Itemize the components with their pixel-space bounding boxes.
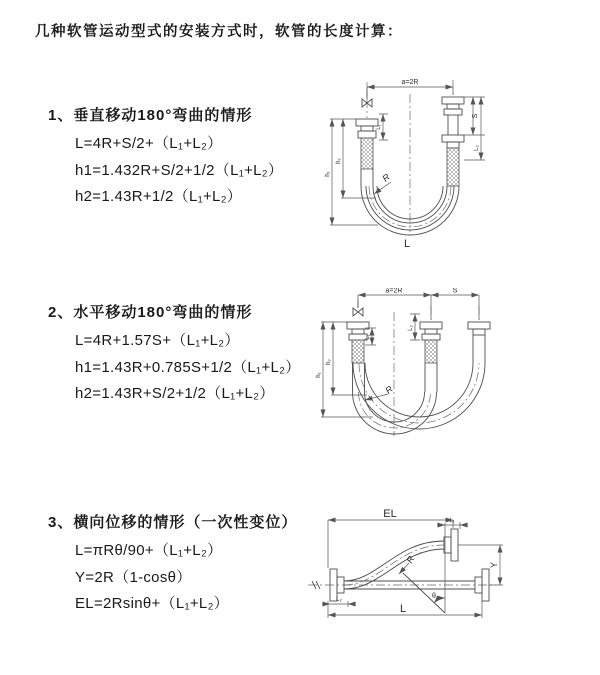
hose-body [353, 335, 486, 434]
section-2-heading: 2、水平移动180°弯曲的情形 [48, 304, 253, 321]
dimension-h1-h2 [325, 119, 378, 225]
diagram-vertical-180-bend [318, 74, 503, 254]
middle-hose-fitting [420, 322, 442, 363]
right-hose-fitting [442, 97, 464, 186]
formula-length: L=4R+S/2+（L₁+L₂） [75, 135, 223, 152]
page-title: 几种软管运动型式的安装方式时，软管的长度计算： [35, 24, 403, 40]
dimension-l1 [365, 328, 376, 345]
formula-h1: h1=1.43R+0.785S+1/2（L₁+L₂） [75, 358, 301, 376]
dimension-l2 [322, 597, 356, 607]
section-3-heading: 3、横向位移的情形（一次性变位） [48, 514, 298, 531]
formula-length: L=πRθ/90+（L₁+L₂） [75, 542, 223, 559]
dimension-l1 [437, 518, 468, 613]
hose-displaced-position [344, 529, 458, 589]
formula-h1: h1=1.432R+S/2+1/2（L₁+L₂） [75, 161, 284, 179]
formula-h2: h2=1.43R+1/2（L₁+L₂） [75, 188, 243, 205]
label-l1: L₁ [449, 518, 455, 524]
label-theta: θ [432, 593, 436, 600]
section-lateral-displacement [48, 511, 297, 618]
label-a2r: a=2R [401, 79, 419, 86]
label-h2: h₂ [326, 359, 332, 365]
label-l: L [403, 238, 411, 250]
label-y: Y [489, 561, 499, 569]
centerlines [367, 80, 453, 232]
formula-h2: h2=1.43R+S/2+1/2（L₁+L₂） [75, 385, 275, 402]
right-hose-fitting [468, 322, 490, 335]
label-l2: L₂ [408, 325, 414, 331]
dimension-l1 [376, 114, 388, 140]
dimension-a2r [358, 288, 479, 320]
left-hose-fitting [356, 119, 378, 169]
label-s: S [472, 113, 479, 119]
label-l1: L₁ [376, 124, 382, 130]
label-r: R [383, 383, 395, 396]
label-l2: L₂ [474, 145, 480, 151]
dimension-a2r [367, 79, 453, 95]
label-h2: h₂ [336, 158, 342, 164]
formula-el: EL=2Rsinθ+（L₁+L₂） [75, 595, 229, 612]
dimension-y [458, 545, 503, 585]
section-horizontal-movement [48, 301, 301, 408]
radius-callout [374, 171, 392, 194]
dimension-s [431, 288, 479, 295]
diagram-lateral-displacement [300, 508, 510, 628]
label-a2r: a=2R [385, 288, 403, 295]
dimension-el [328, 508, 453, 568]
label-l2: L₂ [336, 597, 342, 603]
radius-callout [399, 554, 417, 574]
label-l: L [399, 603, 407, 615]
label-r: R [380, 171, 392, 184]
label-h1: h₁ [316, 372, 322, 378]
section-1-heading: 1、垂直移动180°弯曲的情形 [48, 107, 253, 124]
section-vertical-movement [48, 104, 283, 211]
label-r: R [404, 554, 417, 565]
dimension-s-l2 [464, 97, 485, 160]
label-h1: h₁ [325, 171, 331, 177]
label-l1: L₁ [365, 334, 371, 340]
angle-theta [403, 573, 445, 613]
label-el: EL [383, 508, 397, 520]
label-s: S [452, 288, 458, 295]
dimension-l2 [408, 314, 420, 340]
centerlines [308, 581, 496, 589]
diagram-horizontal-180-bend [315, 288, 500, 448]
dimension-l [328, 601, 482, 618]
formula-y: Y=2R（1-cosθ） [75, 568, 192, 586]
formula-length: L=4R+1.57S+（L₁+L₂） [75, 332, 240, 349]
